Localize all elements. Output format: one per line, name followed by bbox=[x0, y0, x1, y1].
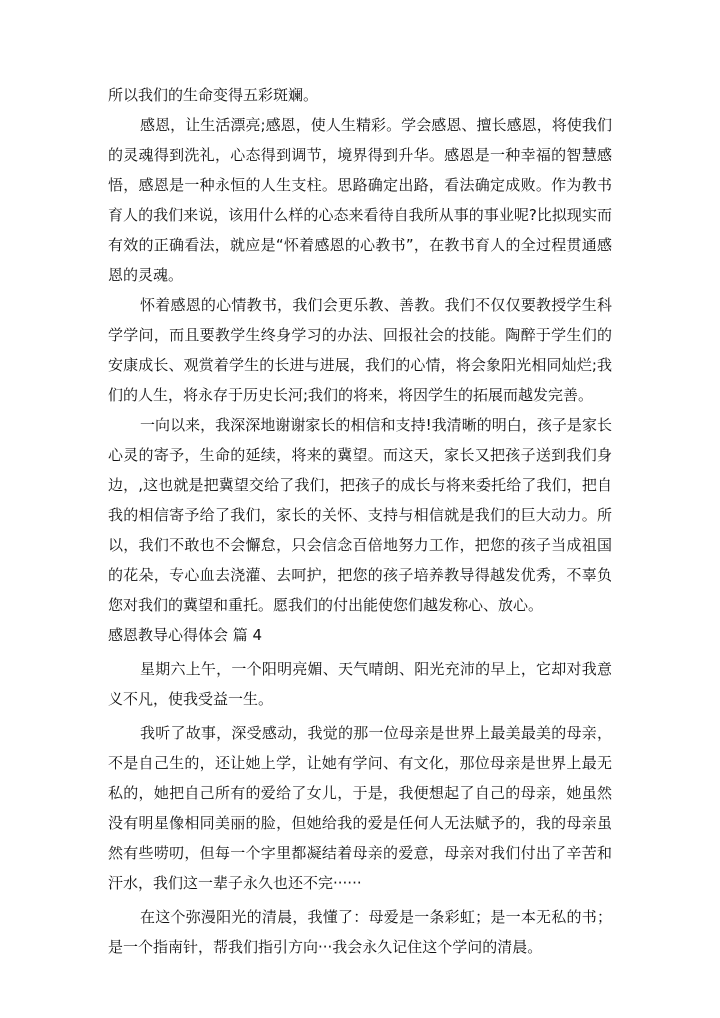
paragraph-morning: 在这个弥漫阳光的清晨，我懂了：母爱是一条彩虹；是一本无私的书；是一个指南针，帮我们指引方向···我会永久记住这个学问的清晨。 bbox=[108, 908, 612, 956]
paragraph-mother-story: 我听了故事，深受感动，我觉的那一位母亲是世界上最美最美的母亲，不是自己生的，还让她上学，让她有学问、有文化，那位母亲是世界上最无私的，她把自己所有的爱给了女儿，于是，我便想起了自己的母亲，她虽然没有明星像相同美丽的脸，但她给我的爱是任何人无法赋予的，我的母亲虽然有些唠叨，但每一个字里都凝结着母亲的爱意，母亲对我们付出了辛苦和汗水，我们这一辈子永久也还不完······ bbox=[108, 724, 612, 892]
paragraph-saturday: 星期六上午，一个阳明亮媚、天气晴朗、阳光充沛的早上，它却对我意义不凡，使我受益一生。 bbox=[108, 660, 612, 708]
section-heading: 感恩教导心得体会 篇 4 bbox=[108, 626, 263, 644]
paragraph-parents: 一向以来，我深深地谢谢家长的相信和支持!我清晰的明白，孩子是家长心灵的寄予，生命的延续，将来的冀望。而这天，家长又把孩子送到我们身边，,这也就是把冀望交给了我们，把孩子的成长与将来委托给了我们，把自我的相信寄予给了我们，家长的关怀、支持与相信就是我们的巨大动力。所以，我们不敢也不会懈怠，只会信念百倍地努力工作，把您的孩子当成祖国的花朵，专心血去浇灌、去呵护，把您的孩子培养教导得越发优秀，不辜负您对我们的冀望和重托。愿我们的付出能使您们越发称心、放心。 bbox=[108, 416, 612, 614]
paragraph-intro-tail: 所以我们的生命变得五彩斑斓。 bbox=[108, 86, 319, 104]
paragraph-teaching: 怀着感恩的心情教书，我们会更乐教、善教。我们不仅仅要教授学生科学学问，而且要教学生终身学习的办法、回报社会的技能。陶醉于学生们的安康成长、观赏着学生的长进与进展，我们的心情，将会象阳光相同灿烂;我们的人生，将永存于历史长河;我们的将来，将因学生的拓展而越发完善。 bbox=[108, 296, 612, 404]
document-page bbox=[108, 80, 612, 962]
paragraph-gratitude: 感恩，让生活漂亮;感恩，使人生精彩。学会感恩、擅长感恩，将使我们的灵魂得到洗礼，心态得到调节，境界得到升华。感恩是一种幸福的智慧感悟，感恩是一种永恒的人生支柱。思路确定出路，看法确定成败。作为教书育人的我们来说，该用什么样的心态来看待自我所从事的事业呢?比拟现实而有效的正确看法，就应是“怀着感恩的心教书”，在教书育人的全过程贯通感恩的灵魂。 bbox=[108, 116, 612, 284]
